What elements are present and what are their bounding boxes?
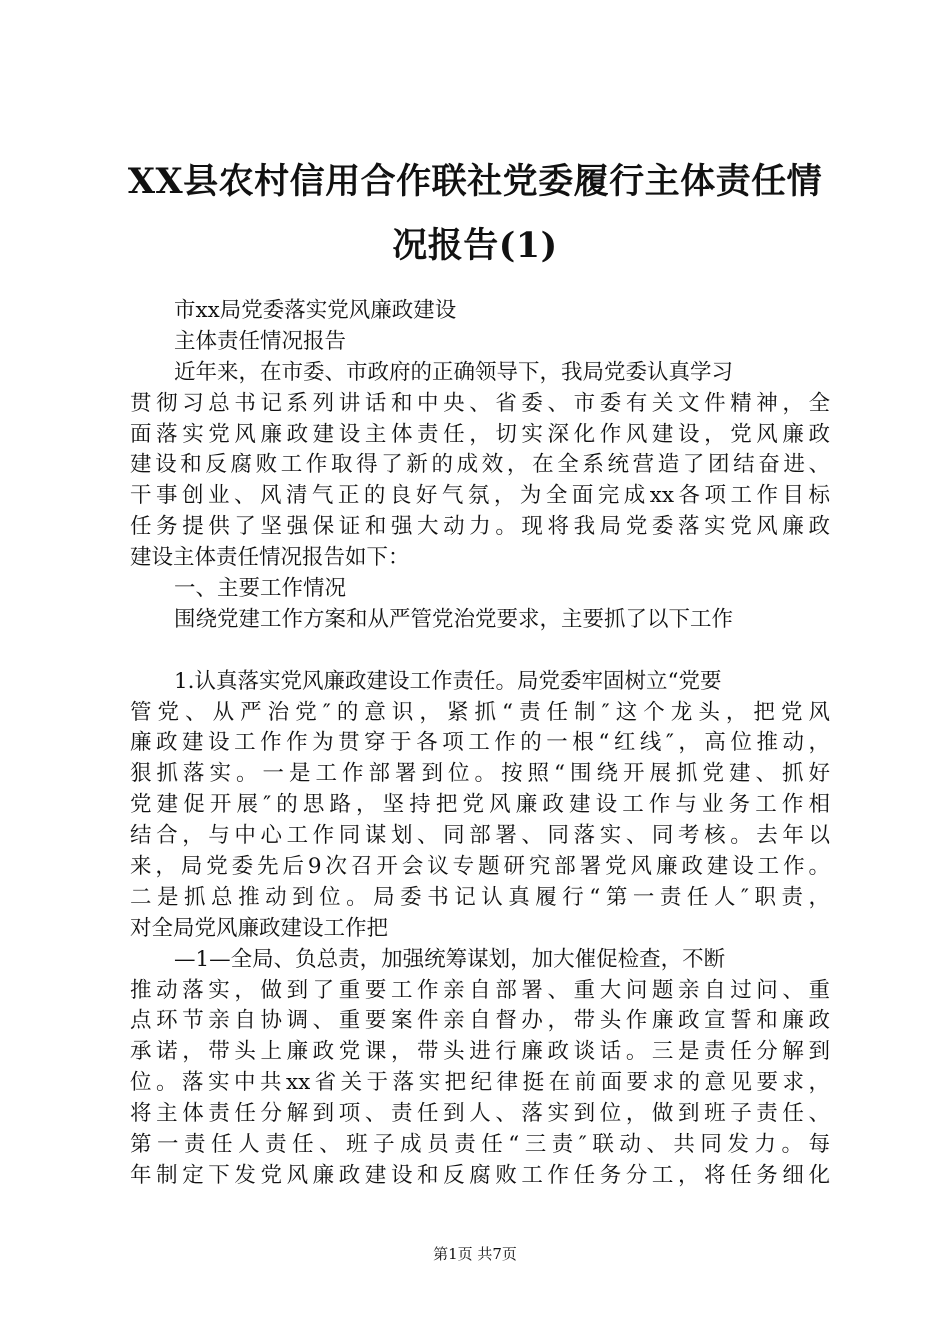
body-line: 狠抓落实。一是工作部署到位。按照“围绕开展抓党建、抓好	[130, 761, 830, 787]
body-line: 位。落实中共xx省关于落实把纪律挺在前面要求的意见要求，	[130, 1070, 830, 1096]
body-line: 第一责任人责任、班子成员责任“三责″联动、共同发力。每	[130, 1132, 830, 1158]
body-line: 主体责任情况报告	[174, 328, 347, 354]
body-line: 推动落实，做到了重要工作亲自部署、重大问题亲自过问、重	[130, 977, 830, 1003]
body-line: 面落实党风廉政建设主体责任，切实深化作风建设，党风廉政	[130, 421, 830, 447]
body-line: 年制定下发党风廉政建设和反腐败工作任务分工，将任务细化	[130, 1162, 830, 1188]
document-body	[130, 296, 830, 1192]
body-line: —1—全局、负总责，加强统筹谋划，加大催促检查，不断	[174, 946, 726, 972]
body-line: 二是抓总推动到位。局委书记认真履行“第一责任人″职责，	[130, 884, 830, 910]
body-line: 结合，与中心工作同谋划、同部署、同落实、同考核。去年以	[130, 823, 830, 849]
body-line: 将主体责任分解到项、责任到人、落实到位，做到班子责任、	[130, 1101, 830, 1127]
body-line: 党建促开展″的思路，坚持把党风廉政建设工作与业务工作相	[130, 792, 830, 818]
section-heading: 一、主要工作情况	[174, 576, 347, 602]
body-line: 市xx局党委落实党风廉政建设	[174, 298, 457, 323]
document-title-line-1: XX县农村信用合作联社党委履行主体责任情	[127, 161, 823, 202]
body-line: 管党、从严治党″的意识，紧抓“责任制″这个龙头，把党风	[130, 699, 830, 725]
body-line: 建设主体责任情况报告如下：	[130, 545, 410, 571]
body-line: 贯彻习总书记系列讲话和中央、省委、市委有关文件精神，全	[130, 390, 830, 416]
body-line: 对全局党风廉政建设工作把	[130, 915, 389, 941]
body-line: 廉政建设工作作为贯穿于各项工作的一根“红线″，高位推动，	[130, 730, 830, 756]
body-line: 1.认真落实党风廉政建设工作责任。局党委牢固树立“党要	[174, 668, 722, 694]
page-number-footer: 第1页 共7页	[433, 1245, 517, 1263]
body-line: 围绕党建工作方案和从严管党治党要求，主要抓了以下工作	[174, 606, 734, 632]
body-line: 点环节亲自协调、重要案件亲自督办，带头作廉政宣誓和廉政	[130, 1008, 830, 1034]
body-line: 近年来，在市委、市政府的正确领导下，我局党委认真学习	[174, 359, 734, 385]
blank-line	[130, 636, 830, 667]
body-line: 来，局党委先后9次召开会议专题研究部署党风廉政建设工作。	[130, 854, 830, 880]
document-title-line-2: 况报告(1)	[392, 225, 558, 266]
body-line: 承诺，带头上廉政党课，带头进行廉政谈话。三是责任分解到	[130, 1039, 830, 1065]
body-line: 任务提供了坚强保证和强大动力。现将我局党委落实党风廉政	[130, 514, 830, 540]
body-line: 干事创业、风清气正的良好气氛，为全面完成xx各项工作目标	[130, 483, 830, 509]
body-line: 建设和反腐败工作取得了新的成效，在全系统营造了团结奋进、	[130, 452, 830, 478]
